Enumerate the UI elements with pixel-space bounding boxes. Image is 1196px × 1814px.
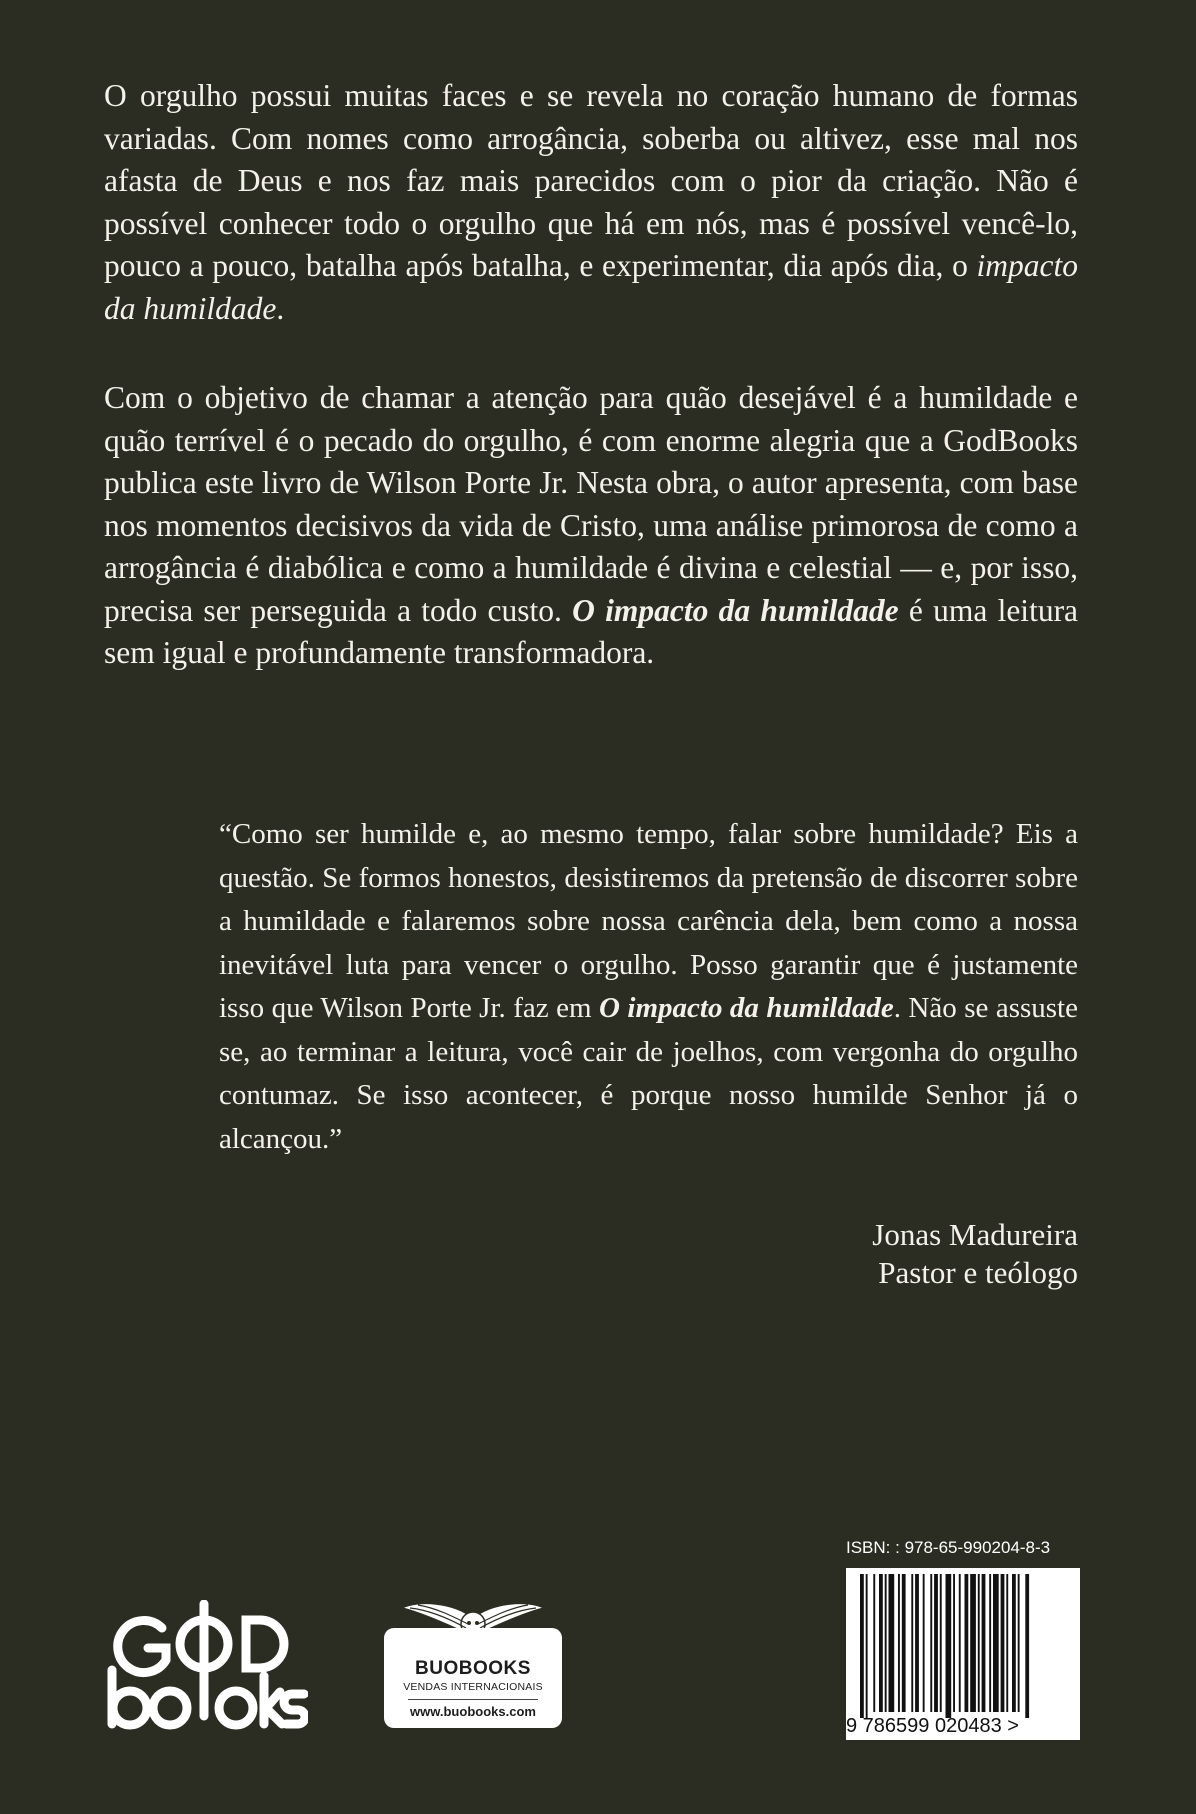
barcode-bar (940, 1574, 942, 1712)
quote-before: “Como ser humilde e, ao mesmo tempo, falar sobre humildade? Eis a questão. Se formos honestos, desistiremos da pretensão de discorrer sobre a humildade e falaremos sobre nossa carência dela, bem como a nossa inevitável luta para vencer o orgulho. Posso garantir que é justamente isso que Wilson Porte Jr. faz em (219, 818, 1078, 1024)
barcode-bar (879, 1574, 883, 1712)
buobooks-card (384, 1628, 562, 1728)
barcode-bar (1018, 1574, 1020, 1712)
barcode-bar (993, 1574, 999, 1712)
description-end: é uma leitura sem igual e profundamente transformadora. (104, 592, 1079, 670)
buobooks-subtitle: VENDAS INTERNACIONAIS (403, 1681, 543, 1693)
barcode-bar (889, 1574, 895, 1712)
godbooks-logo (104, 1600, 308, 1732)
barcode-bar (930, 1574, 932, 1712)
barcode-bar (898, 1574, 900, 1712)
barcode-digits: 9 786599 020483 > (846, 1715, 1019, 1737)
barcode-bar (953, 1574, 955, 1712)
barcode-bars (846, 1568, 1080, 1718)
barcode-bar (860, 1574, 864, 1718)
intro-emphasis: impacto da humildade (104, 248, 1079, 326)
barcode-bar (902, 1574, 906, 1712)
barcode-bar (915, 1574, 919, 1712)
description-text: Com o objetivo de chamar a atenção para quão desejável é a humildade e quão terrível é o pecado do orgulho, é com enorme alegria que a GodBooks publica este livro de Wilson Porte Jr. Nesta obra, o autor apresenta, com base nos momentos decisivos da vida de Cristo, uma análise primorosa de como a arrogância é diabólica e como a humildade é divina e celestial — e, por isso, precisa ser perseguida a todo custo. (104, 380, 1078, 628)
barcode-bar (946, 1574, 952, 1718)
barcode-bar (1012, 1574, 1016, 1712)
description-emphasis: O impacto da humildade (572, 592, 899, 628)
barcode-bar (982, 1574, 986, 1712)
barcode-bar (989, 1574, 991, 1712)
barcode-bar (1006, 1574, 1008, 1712)
barcode-bar (970, 1574, 976, 1712)
intro-text: O orgulho possui muitas faces e se revela no coração humano de formas variadas. Com nomes como arrogância, soberba ou altivez, esse mal nos afasta de Deus e nos faz mais parecidos com o pior da criação. Não é possível conhecer todo o orgulho que há em nós, mas é possível vencê-lo, pouco a pouco, batalha após batalha, e experimentar, dia após dia, o (104, 78, 1078, 283)
barcode-bar (911, 1574, 913, 1712)
quote-after: . Não se assuste se, ao terminar a leitura, você cair de joelhos, com vergonha do orgulho contumaz. Se isso acontecer, é porque nosso humilde Senhor já o alcançou.” (219, 992, 1078, 1155)
barcode-bar (923, 1574, 925, 1712)
buobooks-url: www.buobooks.com (410, 1704, 536, 1719)
barcode-bar (866, 1574, 868, 1718)
buobooks-divider (408, 1699, 538, 1700)
barcode-bar (1001, 1574, 1005, 1712)
endorser-role: Pastor e teólogo (878, 1255, 1078, 1290)
intro-paragraph (104, 75, 1078, 330)
barcode-bar (934, 1574, 938, 1712)
endorsement-attribution (872, 1216, 1078, 1292)
endorser-name: Jonas Madureira (872, 1217, 1078, 1252)
barcode-bar (873, 1574, 875, 1712)
buobooks-name: BUOBOOKS (415, 1658, 531, 1679)
barcode (846, 1568, 1080, 1740)
barcode-bar (1025, 1574, 1029, 1718)
endorsement-quote (219, 813, 1078, 1161)
barcode-bar (965, 1574, 969, 1712)
barcode-bar (959, 1574, 961, 1712)
barcode-bar (978, 1574, 980, 1712)
isbn-label: ISBN: : 978-65-990204-8-3 (846, 1538, 1051, 1557)
intro-end: . (276, 290, 285, 326)
description-paragraph (104, 377, 1078, 675)
barcode-bar (885, 1574, 887, 1712)
quote-emphasis: O impacto da humildade (599, 992, 894, 1024)
buobooks-logo (384, 1598, 562, 1728)
godbooks-logo-icon (104, 1600, 308, 1732)
